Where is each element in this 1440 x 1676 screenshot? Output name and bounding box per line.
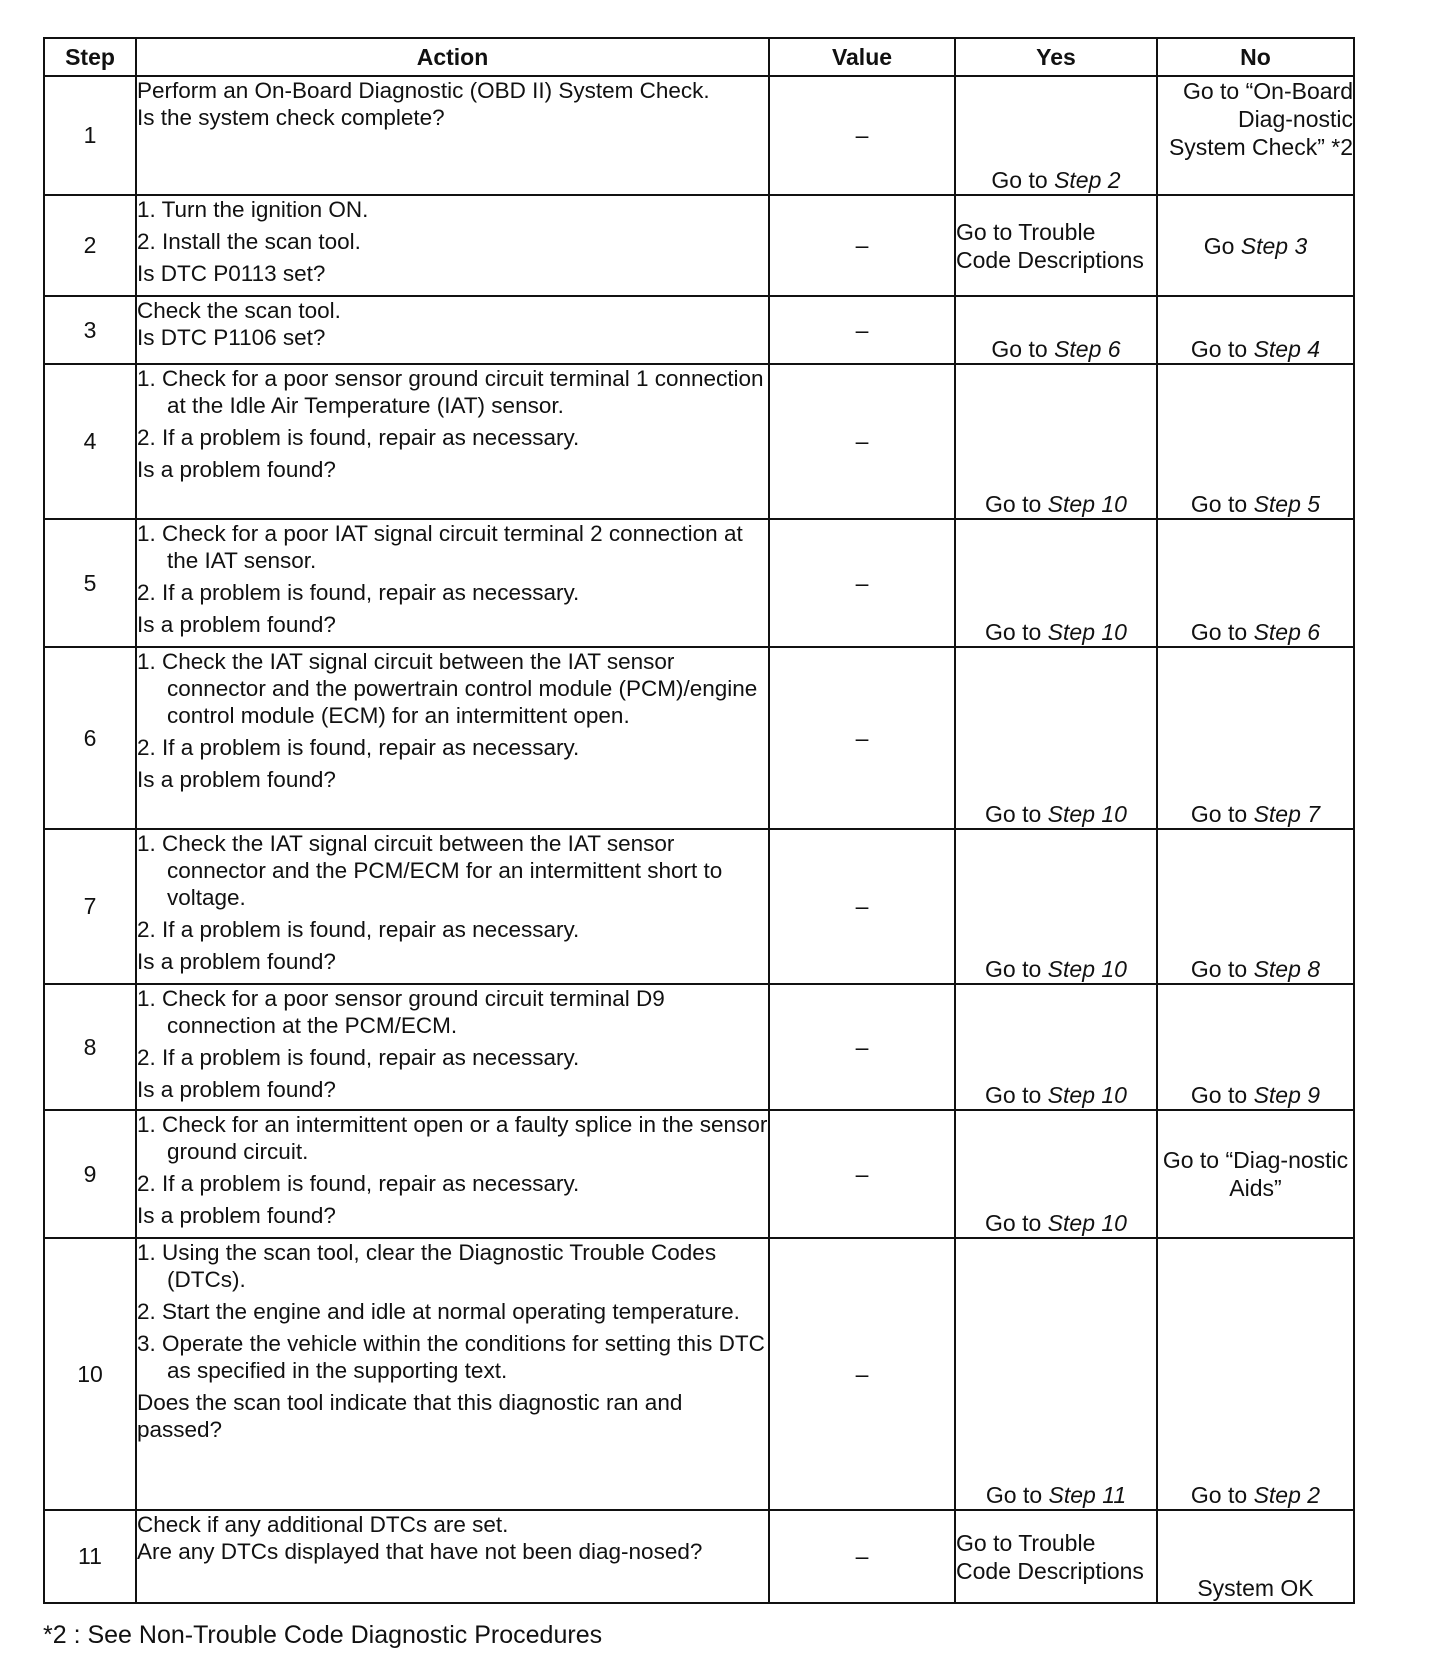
- no-cell-step: Step 3: [1240, 232, 1308, 259]
- yes-cell-step: Step 10: [1047, 956, 1127, 982]
- action-step-item: 2. If a problem is found, repair as necessary.: [137, 1171, 580, 1196]
- action-step-item: 3. Operate the vehicle within the conditions for setting this DTC as specified in the supporting text.: [137, 1331, 765, 1383]
- action-cell: [136, 647, 769, 829]
- yes-cell-prefix: Go to: [985, 1210, 1048, 1236]
- action-cell: [136, 1110, 769, 1238]
- no-cell: [1157, 76, 1354, 195]
- step-number: 8: [44, 984, 136, 1110]
- header-yes: Yes: [955, 38, 1157, 76]
- no-cell-text: Go to “On-Board Diag-nostic System Check” *2: [1168, 78, 1353, 160]
- yes-cell-prefix: Go to: [991, 167, 1055, 193]
- value-dash: –: [855, 428, 869, 454]
- action-line: Perform an On-Board Diagnostic (OBD II) System Check.: [137, 78, 710, 103]
- no-cell-step: Step 2: [1253, 1482, 1321, 1508]
- no-cell: [1157, 364, 1354, 519]
- no-cell: [1157, 1110, 1354, 1238]
- yes-cell: [955, 364, 1157, 519]
- no-cell: [1157, 647, 1354, 829]
- action-line: Is DTC P0113 set?: [137, 261, 326, 286]
- action-step-item: 1. Check for a poor IAT signal circuit terminal 2 connection at the IAT sensor.: [137, 521, 743, 573]
- value-cell: [769, 195, 955, 296]
- action-step-item: 2. Install the scan tool.: [137, 229, 361, 254]
- header-action: Action: [136, 38, 769, 76]
- yes-cell: [955, 296, 1157, 364]
- no-cell-prefix: Go to: [1190, 1482, 1254, 1508]
- no-cell-prefix: Go to: [1190, 336, 1254, 362]
- yes-cell-prefix: Go to: [985, 619, 1048, 645]
- action-cell: [136, 984, 769, 1110]
- yes-cell: [955, 1110, 1157, 1238]
- yes-cell: [955, 1238, 1157, 1510]
- table-header-row: [44, 38, 1354, 76]
- action-line: Are any DTCs displayed that have not been diag-nosed?: [137, 1539, 703, 1564]
- value-dash: –: [855, 1033, 869, 1060]
- yes-cell: [955, 1510, 1157, 1603]
- yes-cell-text: Go to Trouble Code Descriptions: [956, 218, 1144, 273]
- value-cell: [769, 984, 955, 1110]
- no-cell-prefix: Go to: [1190, 801, 1254, 827]
- step-number: 6: [44, 647, 136, 829]
- value-cell: [769, 647, 955, 829]
- no-cell-prefix: Go to: [1190, 1082, 1254, 1108]
- table-row: [44, 519, 1354, 647]
- header-value: Value: [769, 38, 955, 76]
- table-row: [44, 364, 1354, 519]
- value-cell: [769, 519, 955, 647]
- action-cell: [136, 76, 769, 195]
- no-cell-prefix: Go: [1203, 232, 1241, 259]
- step-number: 1: [44, 76, 136, 195]
- no-cell: [1157, 829, 1354, 984]
- yes-cell: [955, 984, 1157, 1110]
- no-cell: [1157, 195, 1354, 296]
- yes-cell: [955, 829, 1157, 984]
- action-step-item: 1. Using the scan tool, clear the Diagnostic Trouble Codes (DTCs).: [137, 1240, 717, 1292]
- value-dash: –: [855, 1543, 869, 1569]
- table-row: [44, 1238, 1354, 1510]
- yes-cell-prefix: Go to: [985, 491, 1048, 517]
- yes-cell-step: Step 10: [1047, 801, 1127, 827]
- action-cell: [136, 296, 769, 364]
- step-number: 4: [44, 364, 136, 519]
- yes-cell-prefix: Go to: [985, 1482, 1049, 1508]
- no-cell-prefix: Go to: [1190, 491, 1254, 517]
- action-step-item: 2. If a problem is found, repair as necessary.: [137, 580, 580, 605]
- action-line: Is the system check complete?: [137, 105, 445, 130]
- action-line: Is a problem found?: [137, 767, 336, 792]
- table-row: [44, 1110, 1354, 1238]
- no-cell-step: Step 6: [1253, 619, 1321, 645]
- yes-cell-step: Step 10: [1047, 491, 1127, 517]
- table-row: [44, 195, 1354, 296]
- action-line: Is DTC P1106 set?: [137, 325, 326, 350]
- yes-cell: [955, 647, 1157, 829]
- table-row: [44, 1510, 1354, 1603]
- action-line: Is a problem found?: [137, 949, 336, 974]
- value-cell: [769, 1110, 955, 1238]
- yes-cell-prefix: Go to: [985, 1082, 1048, 1108]
- no-cell-prefix: Go to: [1190, 956, 1254, 982]
- value-cell: [769, 364, 955, 519]
- action-step-item: 2. If a problem is found, repair as necessary.: [137, 1045, 580, 1070]
- action-cell: [136, 364, 769, 519]
- step-number: 10: [44, 1238, 136, 1510]
- action-step-item: 1. Check the IAT signal circuit between the IAT sensor connector and the PCM/ECM for an intermittent short to voltage.: [137, 831, 723, 910]
- header-step: Step: [44, 38, 136, 76]
- table-body: [44, 76, 1354, 1603]
- action-step-item: 1. Check for a poor sensor ground circuit terminal 1 connection at the Idle Air Temperature (IAT) sensor.: [137, 366, 764, 418]
- no-cell: [1157, 519, 1354, 647]
- yes-cell-prefix: Go to: [985, 801, 1048, 827]
- step-number: 5: [44, 519, 136, 647]
- no-cell-step: Step 5: [1253, 491, 1321, 517]
- action-step-item: 1. Check for a poor sensor ground circuit terminal D9 connection at the PCM/ECM.: [137, 986, 665, 1038]
- table-row: [44, 296, 1354, 364]
- action-cell: [136, 1510, 769, 1603]
- value-dash: –: [855, 724, 869, 751]
- yes-cell-step: Step 2: [1054, 167, 1121, 193]
- table-row: [44, 647, 1354, 829]
- no-cell-text: System OK: [1197, 1575, 1314, 1601]
- no-cell-step: Step 9: [1253, 1082, 1321, 1108]
- no-cell: [1157, 296, 1354, 364]
- diagnostic-table: [43, 37, 1355, 1604]
- action-line: Is a problem found?: [137, 612, 336, 637]
- action-line: Is a problem found?: [137, 457, 336, 482]
- value-dash: –: [855, 316, 869, 343]
- action-cell: [136, 1238, 769, 1510]
- action-line: Does the scan tool indicate that this diagnostic ran and passed?: [137, 1390, 683, 1442]
- action-step-item: 1. Check the IAT signal circuit between the IAT sensor connector and the powertrain control module (PCM)/engine control module (ECM) for an intermittent open.: [137, 649, 758, 728]
- action-line: Is a problem found?: [137, 1203, 336, 1228]
- no-cell: [1157, 984, 1354, 1110]
- yes-cell: [955, 519, 1157, 647]
- value-dash: –: [855, 232, 869, 258]
- header-no: No: [1157, 38, 1354, 76]
- step-number: 3: [44, 296, 136, 364]
- action-step-item: 1. Check for an intermittent open or a faulty splice in the sensor ground circuit.: [137, 1112, 768, 1164]
- yes-cell-step: Step 11: [1048, 1482, 1127, 1508]
- action-step-item: 2. If a problem is found, repair as necessary.: [137, 425, 580, 450]
- no-cell-prefix: Go to: [1190, 619, 1254, 645]
- action-step-item: 2. If a problem is found, repair as necessary.: [137, 735, 580, 760]
- no-cell-text: Go to “Diag-nostic Aids”: [1162, 1147, 1349, 1201]
- yes-cell: [955, 195, 1157, 296]
- action-step-item: 1. Turn the ignition ON.: [137, 197, 369, 222]
- yes-cell: [955, 76, 1157, 195]
- no-cell: [1157, 1238, 1354, 1510]
- table-row: [44, 984, 1354, 1110]
- value-dash: –: [855, 122, 869, 148]
- step-number: 9: [44, 1110, 136, 1238]
- yes-cell-text: Go to Trouble Code Descriptions: [956, 1529, 1144, 1584]
- table-row: [44, 76, 1354, 195]
- table-row: [44, 829, 1354, 984]
- step-number: 11: [44, 1510, 136, 1603]
- action-step-item: 2. If a problem is found, repair as necessary.: [137, 917, 580, 942]
- no-cell-step: Step 8: [1253, 956, 1321, 982]
- action-line: Check if any additional DTCs are set.: [137, 1512, 509, 1537]
- value-cell: [769, 1238, 955, 1510]
- no-cell-step: Step 4: [1253, 336, 1321, 362]
- yes-cell-prefix: Go to: [991, 336, 1055, 362]
- action-line: Check the scan tool.: [137, 298, 341, 323]
- action-cell: [136, 829, 769, 984]
- value-dash: –: [855, 893, 869, 919]
- value-cell: [769, 1510, 955, 1603]
- no-cell-step: Step 7: [1253, 801, 1321, 827]
- no-cell: [1157, 1510, 1354, 1603]
- yes-cell-step: Step 10: [1047, 1082, 1127, 1108]
- value-cell: [769, 76, 955, 195]
- yes-cell-step: Step 10: [1047, 1210, 1127, 1236]
- action-cell: [136, 519, 769, 647]
- value-dash: –: [855, 1160, 869, 1187]
- value-cell: [769, 296, 955, 364]
- yes-cell-prefix: Go to: [985, 956, 1048, 982]
- action-step-item: 2. Start the engine and idle at normal operating temperature.: [137, 1299, 740, 1324]
- action-cell: [136, 195, 769, 296]
- step-number: 2: [44, 195, 136, 296]
- step-number: 7: [44, 829, 136, 984]
- yes-cell-step: Step 6: [1054, 336, 1121, 362]
- value-dash: –: [855, 1360, 869, 1387]
- footnote: *2 : See Non-Trouble Code Diagnostic Procedures: [43, 1621, 603, 1649]
- yes-cell-step: Step 10: [1047, 619, 1127, 645]
- action-line: Is a problem found?: [137, 1077, 336, 1102]
- value-dash: –: [855, 569, 869, 596]
- value-cell: [769, 829, 955, 984]
